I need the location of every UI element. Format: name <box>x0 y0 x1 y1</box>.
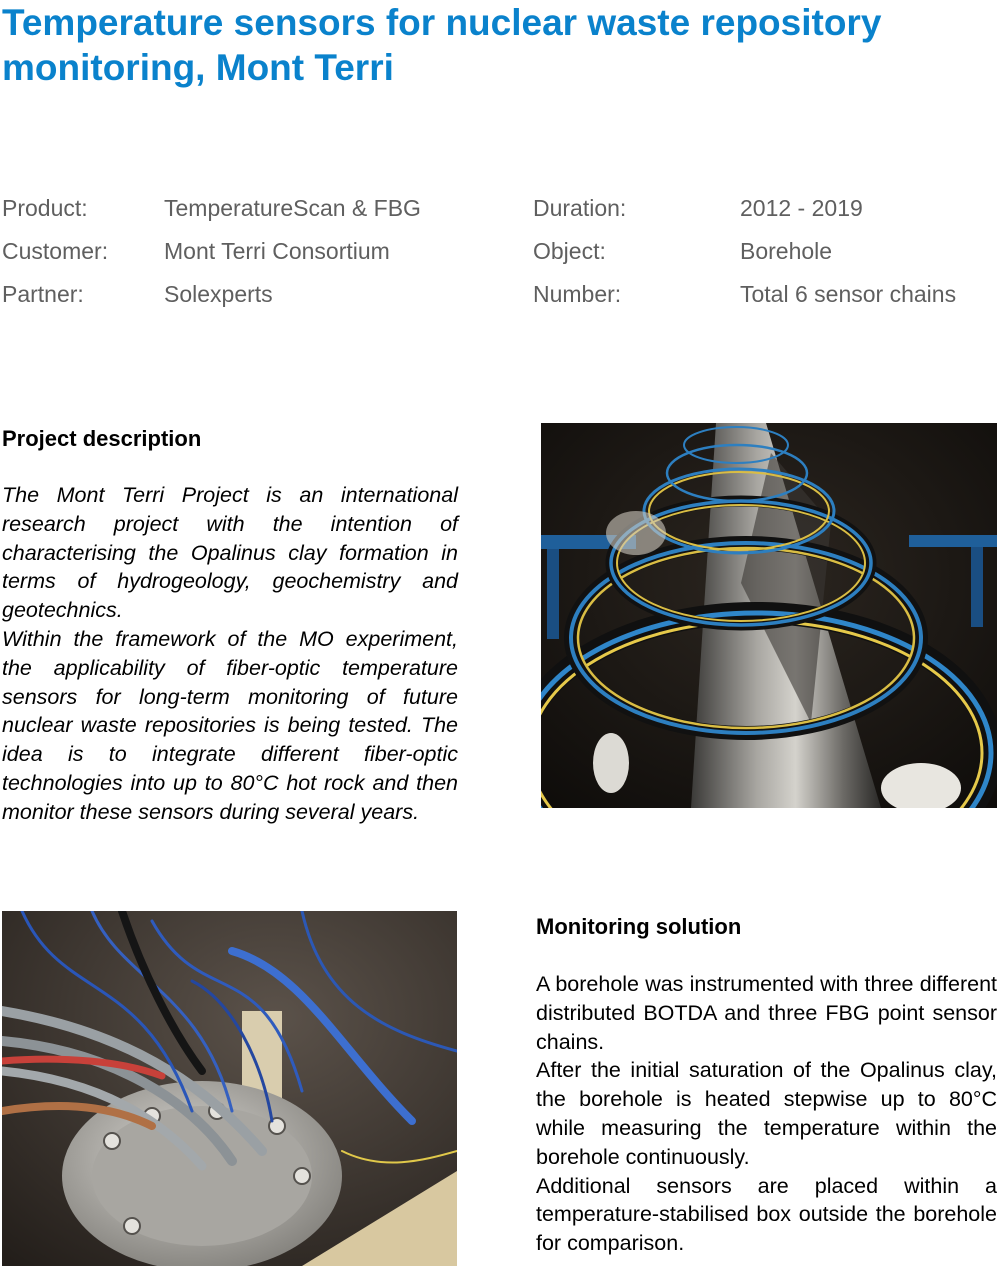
monitoring-solution-heading: Monitoring solution <box>536 914 742 939</box>
product-label: Product: <box>2 195 88 221</box>
object-value: Borehole <box>740 238 833 264</box>
customer-label: Customer: <box>2 238 109 264</box>
project-description-text <box>2 481 458 827</box>
object-label: Object: <box>533 238 606 264</box>
duration-value: 2012 - 2019 <box>740 195 863 221</box>
project-description-paragraph: The Mont Terri Project is an international research project with the intention of characterising the Opalinus clay formation in terms of hydrogeology, geochemistry and geotechnics. <box>2 483 458 623</box>
product-value: TemperatureScan & FBG <box>164 195 421 221</box>
duration-label: Duration: <box>533 195 627 221</box>
monitoring-solution-paragraph: After the initial saturation of the Opalinus clay, the borehole is heated stepwise up to 80°C while measuring the temperature within the borehole continuously. <box>536 1058 997 1169</box>
partner-value: Solexperts <box>164 281 273 307</box>
customer-value: Mont Terri Consortium <box>164 238 390 264</box>
monitoring-solution-paragraph: A borehole was instrumented with three different distributed BOTDA and three FBG point sensor chains. <box>536 972 997 1054</box>
monitoring-solution-text <box>536 970 997 1258</box>
project-info-table <box>2 193 997 325</box>
page-title: Temperature sensors for nuclear waste repository monitoring, Mont Terri <box>2 2 882 88</box>
number-label: Number: <box>533 281 622 307</box>
sensor-chain-photo <box>541 423 997 808</box>
partner-label: Partner: <box>2 281 84 307</box>
monitoring-solution-paragraph: Additional sensors are placed within a temperature-stabilised box outside the borehole for comparison. <box>536 1173 997 1256</box>
borehole-head-photo <box>2 911 457 1266</box>
number-value: Total 6 sensor chains <box>740 281 957 307</box>
project-description-paragraph: Within the framework of the MO experiment, the applicability of fiber-optic temperature sensors for long-term monitoring of future nuclear waste repositories is being tested. The idea is to integrate different fiber-optic technologies into up to 80°C hot rock and then monitor these sensors during several years. <box>2 626 458 824</box>
project-description-heading: Project description <box>2 426 202 451</box>
